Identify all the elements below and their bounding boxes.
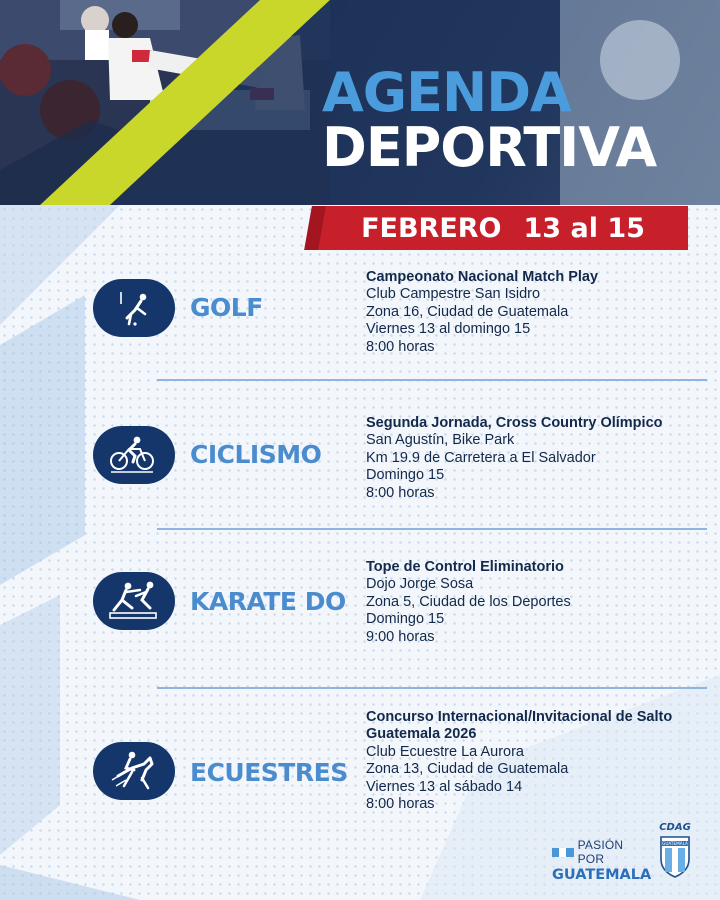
- shield-icon: [655, 833, 695, 879]
- sport-name: GOLF: [190, 293, 263, 322]
- event-venue: San Agustín, Bike Park: [366, 432, 515, 449]
- title-agenda: AGENDA: [322, 61, 571, 124]
- pasion-top-text: PASIÓN POR: [577, 838, 624, 866]
- event-details: [366, 559, 706, 646]
- divider: [157, 379, 707, 381]
- golf-icon: [93, 279, 175, 337]
- pasion-bottom-text: GUATEMALA: [552, 867, 652, 883]
- event-venue: Club Ecuestre La Aurora: [366, 743, 524, 760]
- event-time: 8:00 horas: [366, 338, 435, 355]
- cdag-logo: [655, 822, 695, 882]
- cycling-icon: [93, 426, 175, 484]
- cdag-text: CDAG: [659, 822, 691, 833]
- event-location: Km 19.9 de Carretera a El Salvador: [366, 449, 596, 466]
- event-location: Zona 5, Ciudad de los Deportes: [366, 593, 571, 610]
- event-title: Segunda Jornada, Cross Country Olímpico: [366, 415, 663, 431]
- event-date: Viernes 13 al sábado 14: [366, 778, 523, 795]
- karate-icon: [93, 572, 175, 630]
- divider: [157, 687, 707, 689]
- event-time: 9:00 horas: [366, 628, 435, 645]
- event-title: Concurso Internacional/Invitacional de Salto Guatemala 2026: [366, 709, 673, 743]
- sport-name: CICLISMO: [190, 440, 322, 469]
- event-location: Zona 13, Ciudad de Guatemala: [366, 761, 569, 778]
- event-title: Tope de Control Eliminatorio: [366, 559, 564, 575]
- event-time: 8:00 horas: [366, 484, 435, 501]
- event-details: [366, 709, 696, 813]
- event-venue: Dojo Jorge Sosa: [366, 576, 474, 593]
- event-date: Domingo 15: [366, 467, 445, 484]
- divider: [157, 528, 707, 530]
- event-date: Domingo 15: [366, 611, 445, 628]
- event-venue: Club Campestre San Isidro: [366, 286, 541, 303]
- cdag-sub-text: GUATEMALA: [662, 841, 688, 846]
- sport-name: KARATE DO: [190, 587, 346, 616]
- event-title: Campeonato Nacional Match Play: [366, 269, 599, 285]
- event-location: Zona 16, Ciudad de Guatemala: [366, 303, 569, 320]
- pasion-por-guatemala-logo: [552, 838, 652, 883]
- header-banner: [0, 0, 720, 205]
- date-banner: [318, 206, 688, 250]
- date-range: 13 al 15: [523, 212, 645, 244]
- guatemala-flag-icon: [552, 848, 574, 857]
- event-details: [366, 415, 706, 502]
- date-month: FEBRERO: [361, 212, 502, 244]
- equestrian-icon: [93, 742, 175, 800]
- event-time: 8:00 horas: [366, 796, 435, 813]
- title-deportiva: DEPORTIVA: [322, 116, 657, 179]
- sport-name: ECUESTRES: [190, 758, 348, 787]
- event-date: Viernes 13 al domingo 15: [366, 321, 531, 338]
- event-details: [366, 269, 706, 356]
